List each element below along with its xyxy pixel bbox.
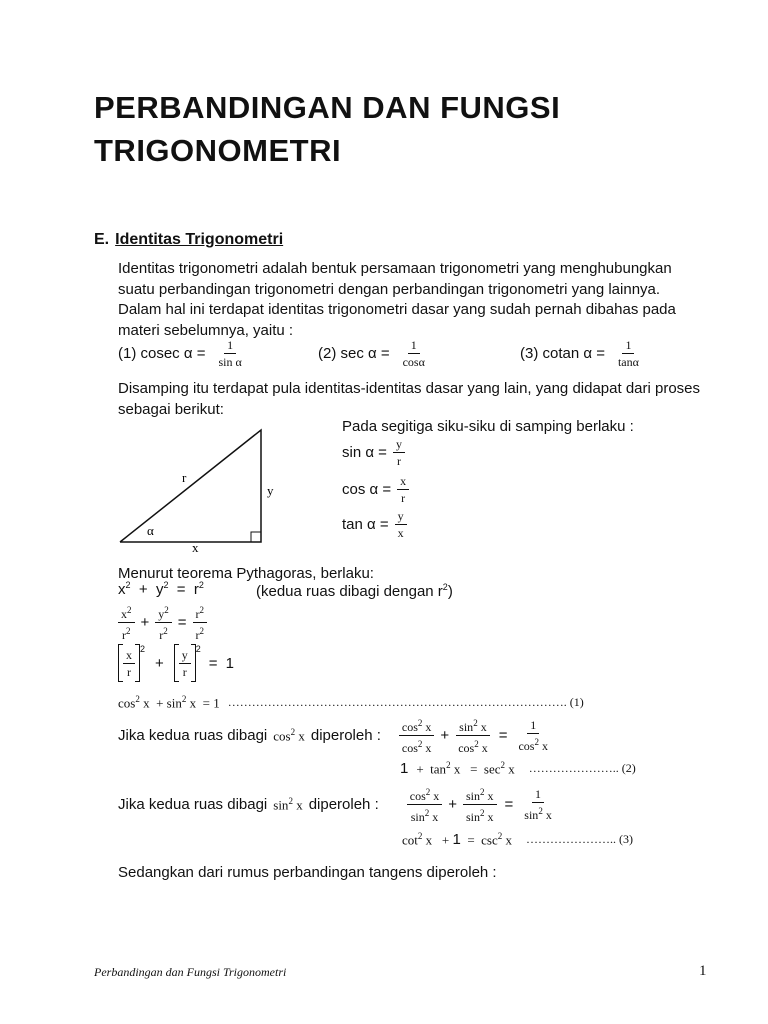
section-heading bbox=[94, 231, 283, 249]
footer-title: Perbandingan dan Fungsi Trigonometri bbox=[94, 965, 287, 979]
triangle-caption: Pada segitiga siku-siku di samping berlaku : bbox=[342, 418, 634, 435]
numerator: 1 bbox=[224, 338, 236, 354]
intro-line: materi sebelumnya, yaitu : bbox=[118, 321, 294, 339]
identity-3-leader: ………………….. (3) bbox=[526, 832, 634, 847]
identity-3-one: 1 bbox=[452, 831, 461, 849]
numerator: 1 bbox=[408, 338, 420, 354]
result-one: 1 bbox=[225, 654, 234, 672]
ratio-tan bbox=[342, 509, 407, 540]
triangle-label-alpha: α bbox=[147, 523, 154, 538]
page-title bbox=[94, 86, 560, 172]
denominator: r bbox=[401, 491, 406, 505]
intro-line: Dalam hal ini terdapat identitas trigonometri dasar yang sudah pernah dibahas pada bbox=[118, 301, 676, 318]
triangle-label-y: y bbox=[267, 483, 274, 498]
identity-2: 1 + $\tan^2 x = \sec^2 x$ ………………….. (2) bbox=[400, 760, 636, 778]
triangle-label-r: r bbox=[182, 470, 187, 485]
identity-label: (3) cotan α = bbox=[520, 345, 605, 362]
pythagoras-divided: $\frac{x^2}{r^2}$ + $\frac{y^2}{r^2}$ = $\frac{r^2}{r^2}$ bbox=[118, 603, 207, 642]
fraction bbox=[215, 338, 244, 369]
identity-2-derivation: Jika kedua ruas dibagi $\cos^2 x$ diperoleh : $\frac{\cos^2 x}{\cos^2 x}$ + $\frac{\sin^2 x}{\cos^2 x}$ = $\frac{1}{\cos^2 x}$ bbox=[118, 718, 548, 755]
diperoleh-text: diperoleh : bbox=[310, 727, 381, 744]
identity-cotan bbox=[520, 338, 642, 369]
note-text: (kedua ruas dibagi dengan r bbox=[256, 583, 443, 600]
pythagoras-note: (kedua ruas dibagi dengan $r^2$) bbox=[256, 582, 453, 600]
identity-sec bbox=[318, 338, 428, 369]
triangle-label-x: x bbox=[192, 540, 199, 555]
identity-1-leader: …………………………………………………………………………. (1) bbox=[227, 695, 584, 710]
fraction bbox=[397, 474, 409, 505]
numerator: 1 bbox=[622, 338, 634, 354]
section-number: E. bbox=[94, 231, 110, 248]
denominator: cosα bbox=[402, 355, 425, 369]
denominator: r bbox=[396, 454, 401, 468]
page-number: 1 bbox=[699, 963, 707, 979]
closing-paragraph: Sedangkan dari rumus perbandingan tangens diperoleh : bbox=[118, 864, 497, 881]
derivation-line: Disamping itu terdapat pula identitas-identitas dasar yang lain, yang didapat dari proses bbox=[118, 380, 701, 397]
title-line-1: PERBANDINGAN DAN FUNGSI bbox=[94, 90, 561, 125]
intro-paragraph bbox=[118, 259, 718, 341]
fraction bbox=[395, 509, 407, 540]
section-title: Identitas Trigonometri bbox=[115, 231, 284, 248]
ratio-label: tan α = bbox=[342, 516, 389, 533]
identity-3: $\cot^2 x$ + 1 = $\csc^2 x$ ………………….. (3) bbox=[402, 831, 634, 849]
fraction bbox=[615, 338, 642, 369]
denominator: x bbox=[397, 526, 404, 540]
identity-label: (1) cosec α = bbox=[118, 345, 206, 362]
derivation-line: sebagai berikut: bbox=[118, 400, 224, 418]
identity-2-leader: ………………….. (2) bbox=[528, 761, 636, 776]
denominator: tanα bbox=[617, 355, 639, 369]
fraction bbox=[400, 338, 428, 369]
numerator: x bbox=[397, 474, 409, 490]
ratio-sin bbox=[342, 437, 405, 468]
identity-3-derivation: Jika kedua ruas dibagi $\sin^2 x$ diperoleh : $\frac{\cos^2 x}{\sin^2 x}$ + $\frac{\sin^2 x}{\sin^2 x}$ = $\frac{1}{\sin^2 x}$ bbox=[118, 787, 552, 824]
numerator: y bbox=[393, 437, 405, 453]
jika-text: Jika kedua ruas dibagi bbox=[118, 796, 268, 813]
ratio-label: cos α = bbox=[342, 481, 392, 498]
intro-line: Identitas trigonometri adalah bentuk persamaan trigonometri yang menghubungkan bbox=[118, 260, 672, 277]
note-end: ) bbox=[447, 583, 453, 600]
jika-text: Jika kedua ruas dibagi bbox=[118, 727, 268, 744]
ratio-label: sin α = bbox=[342, 444, 387, 461]
pythagoras-equation: $x^2 + y^2 = r^2$ bbox=[118, 580, 204, 598]
diperoleh-text: diperoleh : bbox=[308, 796, 379, 813]
identity-1: $\cos^2 x + \sin^2 x = 1$ …………………………………………………………………………. (1) bbox=[118, 694, 584, 711]
pythagoras-heading: Menurut teorema Pythagoras, berlaku: bbox=[118, 565, 374, 582]
numerator: y bbox=[395, 509, 407, 525]
denominator: sin α bbox=[218, 355, 242, 369]
ratio-cos bbox=[342, 474, 409, 505]
title-line-2: TRIGONOMETRI bbox=[94, 133, 342, 168]
intro-line: suatu perbandingan trigonometri dengan perbandingan trigonometri yang lainnya. bbox=[118, 280, 661, 298]
pythagoras-bracketed: $\frac{x}{r}$ $^2$ + $\frac{y}{r}$ $^2$ = 1 bbox=[118, 644, 234, 682]
derivation-intro bbox=[118, 379, 718, 420]
right-triangle-diagram bbox=[110, 420, 310, 560]
identity-cosec bbox=[118, 338, 245, 369]
identity-2-one: 1 bbox=[400, 760, 409, 778]
fraction bbox=[393, 437, 405, 468]
identity-label: (2) sec α = bbox=[318, 345, 390, 362]
